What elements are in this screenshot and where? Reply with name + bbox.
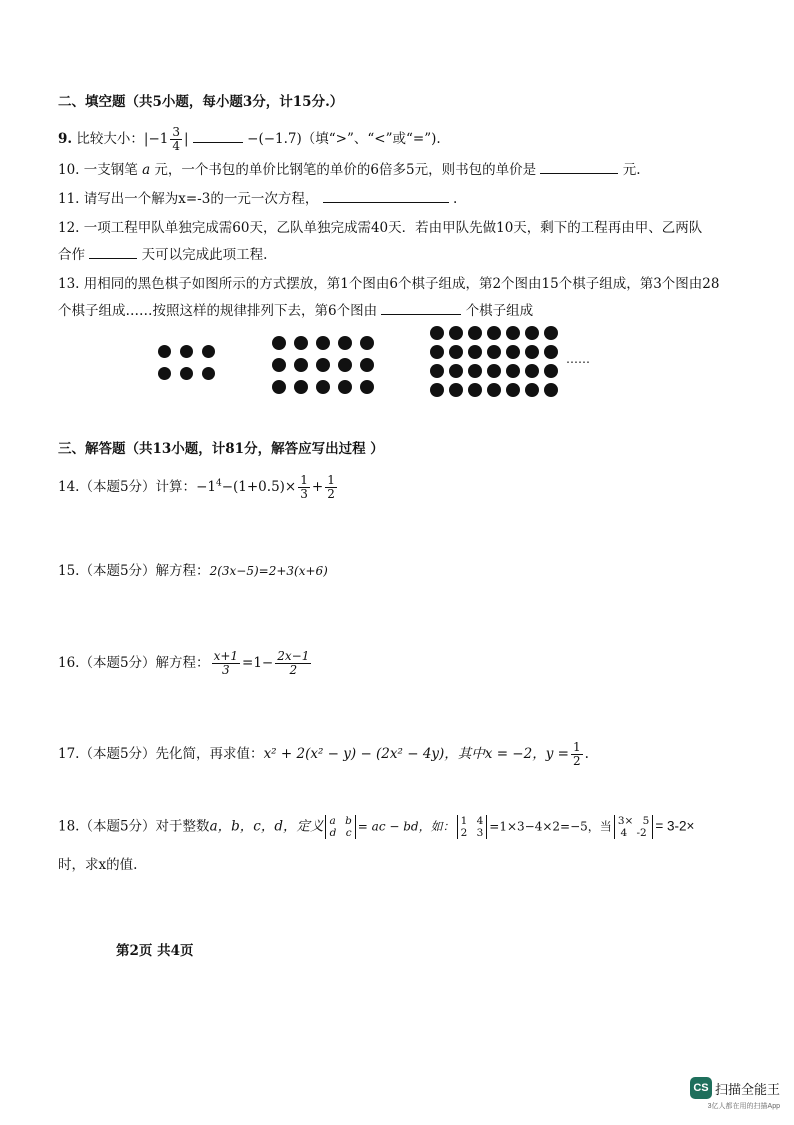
q18-example: =1×3−4×2=−5，当 — [489, 819, 612, 834]
question-10 — [58, 161, 641, 179]
q18-determinant-example: 1 4 2 3 — [457, 815, 488, 839]
chess-piece-dot — [316, 336, 330, 350]
q11-text-b: . — [452, 191, 458, 207]
q16-equals: =1− — [242, 655, 274, 671]
chess-piece-dot — [430, 383, 444, 397]
question-18-line-2: 时，求x的值. — [58, 857, 138, 873]
chess-piece-dot — [468, 326, 482, 340]
question-9 — [58, 126, 441, 153]
q11-text-a: 11. 请写出一个解为x=-3的一元一次方程， — [58, 191, 319, 207]
watermark-subtitle: 3亿人都在用的扫描App — [707, 1103, 780, 1110]
chess-piece-dot — [430, 326, 444, 340]
q9-fraction: $\frac{3}{4}$ — [172, 125, 180, 153]
watermark-name: 扫描全能王 — [714, 1081, 780, 1097]
q18-label: 18.（本题5分）对于整数 — [58, 818, 210, 835]
chess-piece-dot — [202, 367, 215, 380]
q10-text-a: 10. 一支钢笔 — [58, 162, 138, 178]
q15-label: 15.（本题5分）解方程： — [58, 563, 210, 579]
q9-text-c: −(−1.7)（填“>”、“<”或“=”). — [247, 131, 441, 147]
chess-piece-dot — [468, 364, 482, 378]
q12-text-a: 合作 — [58, 247, 85, 263]
chess-piece-dot — [158, 345, 171, 358]
q18-definition: = ac − bd，如： — [357, 819, 455, 834]
chess-piece-dot — [449, 326, 463, 340]
q18-vars: a，b，c，d，定义 — [209, 818, 324, 835]
q9-number: 9. — [58, 131, 73, 147]
q10-text-c: 元. — [622, 162, 641, 178]
q13-answer-blank[interactable] — [381, 302, 461, 315]
q16-fraction-2: $\frac{2x-1}{2}$ — [277, 649, 310, 677]
chess-piece-dot — [316, 380, 330, 394]
chess-piece-dot — [449, 364, 463, 378]
chess-piece-dot — [525, 383, 539, 397]
chess-piece-dot — [180, 345, 193, 358]
chess-piece-dot — [506, 383, 520, 397]
q12-text-b: 天可以完成此项工程. — [141, 247, 268, 263]
chess-piece-dot — [544, 383, 558, 397]
q9-whole: −1 — [148, 131, 169, 147]
chess-piece-dot — [180, 367, 193, 380]
chess-piece-dot — [294, 336, 308, 350]
question-17 — [58, 741, 589, 768]
chess-piece-dot — [506, 364, 520, 378]
q10-text-b: 元，一个书包的单价比钢笔的单价的6倍多5元，则书包的单价是 — [154, 162, 537, 178]
chess-piece-dot — [360, 336, 374, 350]
q9-answer-blank[interactable] — [193, 130, 243, 143]
chess-piece-dot — [544, 345, 558, 359]
question-14 — [58, 474, 339, 501]
question-18 — [58, 815, 694, 839]
chess-piece-dot — [487, 383, 501, 397]
question-11 — [58, 190, 457, 208]
q14-exponent: 4 — [215, 478, 222, 489]
q14-fraction-2: $\frac{1}{2}$ — [327, 473, 335, 501]
camscanner-logo-icon: CS — [690, 1077, 712, 1099]
q9-text-b: | — [184, 131, 189, 147]
chess-piece-dot — [544, 364, 558, 378]
q14-fraction-1: $\frac{1}{3}$ — [300, 473, 308, 501]
q18-determinant-problem: 3× 5 4 -2 — [614, 815, 654, 839]
q17-label: 17.（本题5分）先化简，再求值： — [58, 746, 264, 762]
chess-piece-dot — [544, 326, 558, 340]
q12-answer-blank[interactable] — [89, 246, 137, 259]
section-2-title: 二、填空题（共5小题，每小题3分，计15分.） — [58, 94, 344, 110]
chess-piece-dot — [487, 345, 501, 359]
chess-piece-dot — [430, 345, 444, 359]
chess-piece-dot — [506, 326, 520, 340]
question-16 — [58, 650, 313, 677]
question-12-line-1: 12. 一项工程甲队单独完成需60天，乙队单独完成需40天．若由甲队先做10天，剩下的工程再由甲、乙两队 — [58, 220, 703, 236]
chess-piece-dot — [272, 380, 286, 394]
q14-expr-b: −(1+0.5)× — [221, 479, 297, 495]
chess-piece-dot — [468, 345, 482, 359]
chess-piece-dot — [468, 383, 482, 397]
chess-piece-dot — [272, 336, 286, 350]
q18-determinant-definition: a b d c — [325, 815, 355, 839]
chess-piece-dot — [525, 345, 539, 359]
q16-fraction-1: $\frac{x+1}{3}$ — [213, 649, 239, 677]
chess-piece-dot — [338, 380, 352, 394]
scanner-watermark — [690, 1077, 780, 1111]
chess-piece-dot — [202, 345, 215, 358]
chess-piece-dot — [294, 358, 308, 372]
chess-piece-dot — [338, 336, 352, 350]
chess-piece-dot — [487, 326, 501, 340]
chess-piece-dot — [316, 358, 330, 372]
q16-label: 16.（本题5分）解方程： — [58, 655, 210, 671]
q17-expression: x² + 2(x² − y) − (2x² − 4y)，其中x = −2，y = — [263, 746, 569, 762]
q14-expr-a: −1 — [196, 479, 216, 495]
chess-piece-dot — [360, 380, 374, 394]
chess-piece-dot — [525, 326, 539, 340]
q17-fraction: $\frac{1}{2}$ — [572, 740, 581, 768]
q18-tail: = 3-2× — [655, 818, 695, 834]
q9-text-a: 比较大小：| — [76, 131, 149, 147]
chess-piece-dot — [506, 345, 520, 359]
chess-piece-dot — [294, 380, 308, 394]
question-12-line-2 — [58, 246, 267, 264]
question-15 — [58, 562, 328, 580]
q10-answer-blank[interactable] — [540, 161, 618, 174]
chess-piece-dot — [449, 383, 463, 397]
q13-text-b: 个棋子组成 — [465, 303, 534, 319]
q15-equation: 2(3x−5)=2+3(x+6) — [209, 564, 328, 578]
chess-piece-dot — [272, 358, 286, 372]
question-13-line-2 — [58, 302, 533, 320]
section-3-title: 三、解答题（共13小题，计81分，解答应写出过程 ） — [58, 441, 384, 457]
question-13-line-1: 13. 用相同的黑色棋子如图所示的方式摆放，第1个图由6个棋子组成，第2个图由15个棋子组成，第3个图由28 — [58, 276, 720, 292]
chess-piece-dot — [360, 358, 374, 372]
q10-var: a — [142, 162, 151, 178]
chess-piece-dot — [449, 345, 463, 359]
q13-ellipsis: …… — [566, 352, 590, 366]
chess-piece-dot — [525, 364, 539, 378]
page-footer: 第2页 共4页 — [116, 943, 194, 959]
q13-text-a: 个棋子组成……按照这样的规律排列下去，第6个图由 — [58, 303, 378, 319]
q17-end: . — [584, 746, 589, 762]
q14-plus: + — [311, 479, 324, 495]
q14-label: 14.（本题5分）计算： — [58, 479, 197, 495]
chess-piece-dot — [430, 364, 444, 378]
chess-piece-dot — [158, 367, 171, 380]
q11-answer-blank[interactable] — [323, 190, 449, 203]
chess-piece-dot — [338, 358, 352, 372]
chess-piece-dot — [487, 364, 501, 378]
